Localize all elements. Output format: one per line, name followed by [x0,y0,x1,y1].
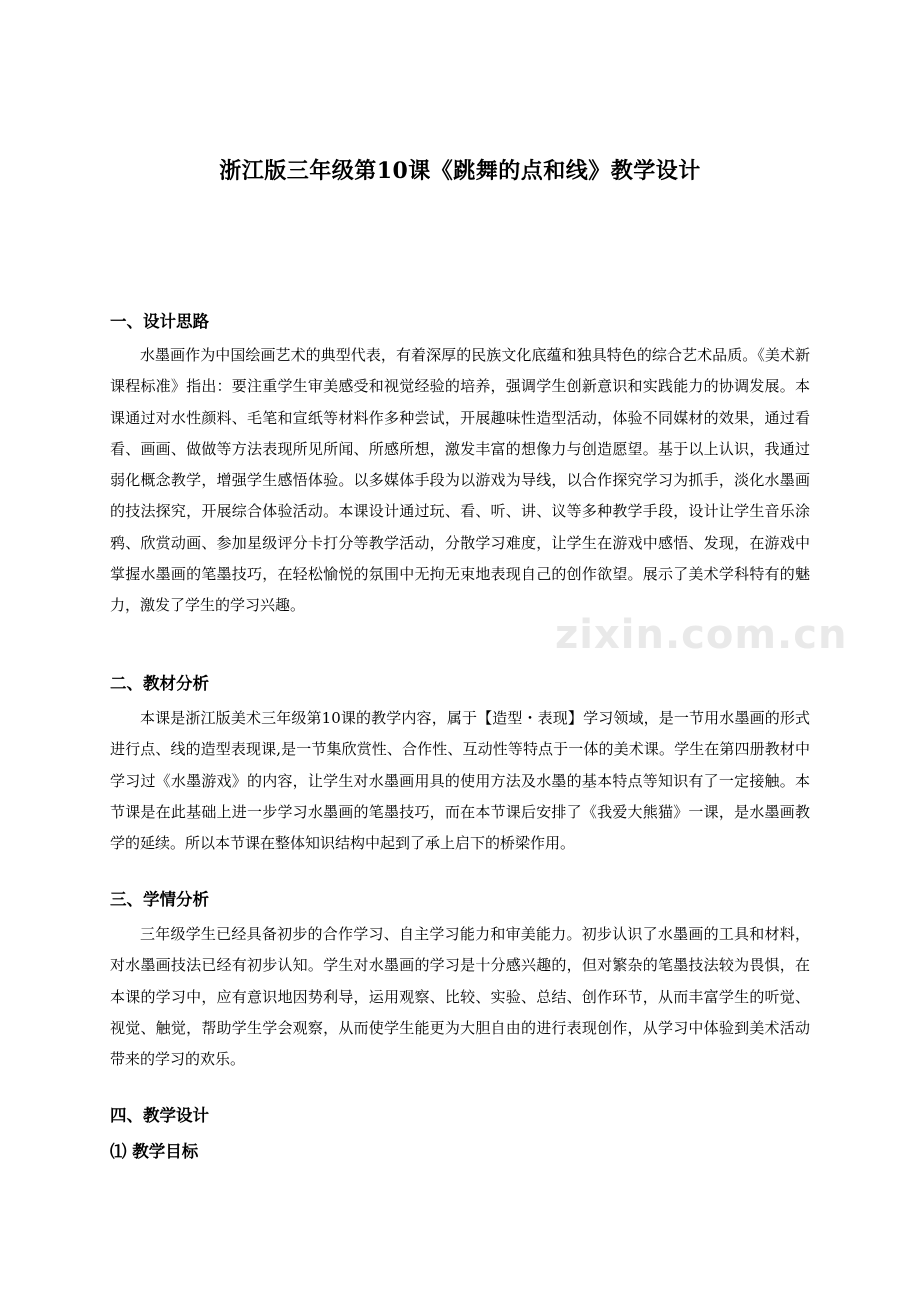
watermark: zixin.com.cn [555,612,848,658]
section-paragraph-design-idea: 水墨画作为中国绘画艺术的典型代表，有着深厚的民族文化底蕴和独具特色的综合艺术品质。《美术新课程标准》指出：要注重学生审美感受和视觉经验的培养，强调学生创新意识和实践能力的协调发展。本课通过对水性颜料、毛笔和宣纸等材料作多种尝试，开展趣味性造型活动，体验不同媒材的效果，通过看看、画画、做做等方法表现所见所闻、所感所想，激发丰富的想像力与创造愿望。基于以上认识，我通过弱化概念教学，增强学生感悟体验。以多媒体手段为以游戏为导线，以合作探究学习为抓手，淡化水墨画的技法探究，开展综合体验活动。本课设计通过玩、看、听、讲、议等多种教学手段，设计让学生音乐涂鸦、欣赏动画、参加星级评分卡打分等教学活动，分散学习难度，让学生在游戏中感悟、发现，在游戏中掌握水墨画的笔墨技巧，在轻松愉悦的氛围中无拘无束地表现自己的创作欲望。展示了美术学科特有的魅力，激发了学生的学习兴趣。 [110,346,810,615]
section-paragraph-textbook-analysis: 本课是浙江版美术三年级第10课的教学内容，属于【造型・表现】学习领域，是一节用水墨画的形式进行点、线的造型表现课,是一节集欣赏性、合作性、互动性等特点于一体的美术课。学生在第四册教材中学习过《水墨游戏》的内容，让学生对水墨画用具的使用方法及水墨的基本特点等知识有了一定接触。本节课是在此基础上进一步学习水墨画的笔墨技巧，而在本节课后安排了《我爱大熊猫》一课，是水墨画教学的延续。所以本节课在整体知识结构中起到了承上启下的桥梁作用。 [110,709,810,853]
section-heading-teaching-design: 四、教学设计 [110,1106,209,1125]
section-heading-student-analysis: 三、学情分析 [110,890,209,909]
section-paragraph-student-analysis: 三年级学生已经具备初步的合作学习、自主学习能力和审美能力。初步认识了水墨画的工具和材料，对水墨画技法已经有初步认知。学生对水墨画的学习是十分感兴趣的，但对繁杂的笔墨技法较为畏惧，在本课的学习中，应有意识地因势利导，运用观察、比较、实验、总结、创作环节，从而丰富学生的听觉、视觉、触觉，帮助学生学会观察，从而使学生能更为大胆自由的进行表现创作，从学习中体验到美术活动带来的学习的欢乐。 [110,925,810,1069]
section-heading-design-idea: 一、设计思路 [110,312,209,331]
subheading-teaching-goals: ⑴ 教学目标 [110,1142,199,1161]
section-heading-textbook-analysis: 二、教材分析 [110,674,209,693]
document-title: 浙江版三年级第10课《跳舞的点和线》教学设计 [219,158,701,184]
